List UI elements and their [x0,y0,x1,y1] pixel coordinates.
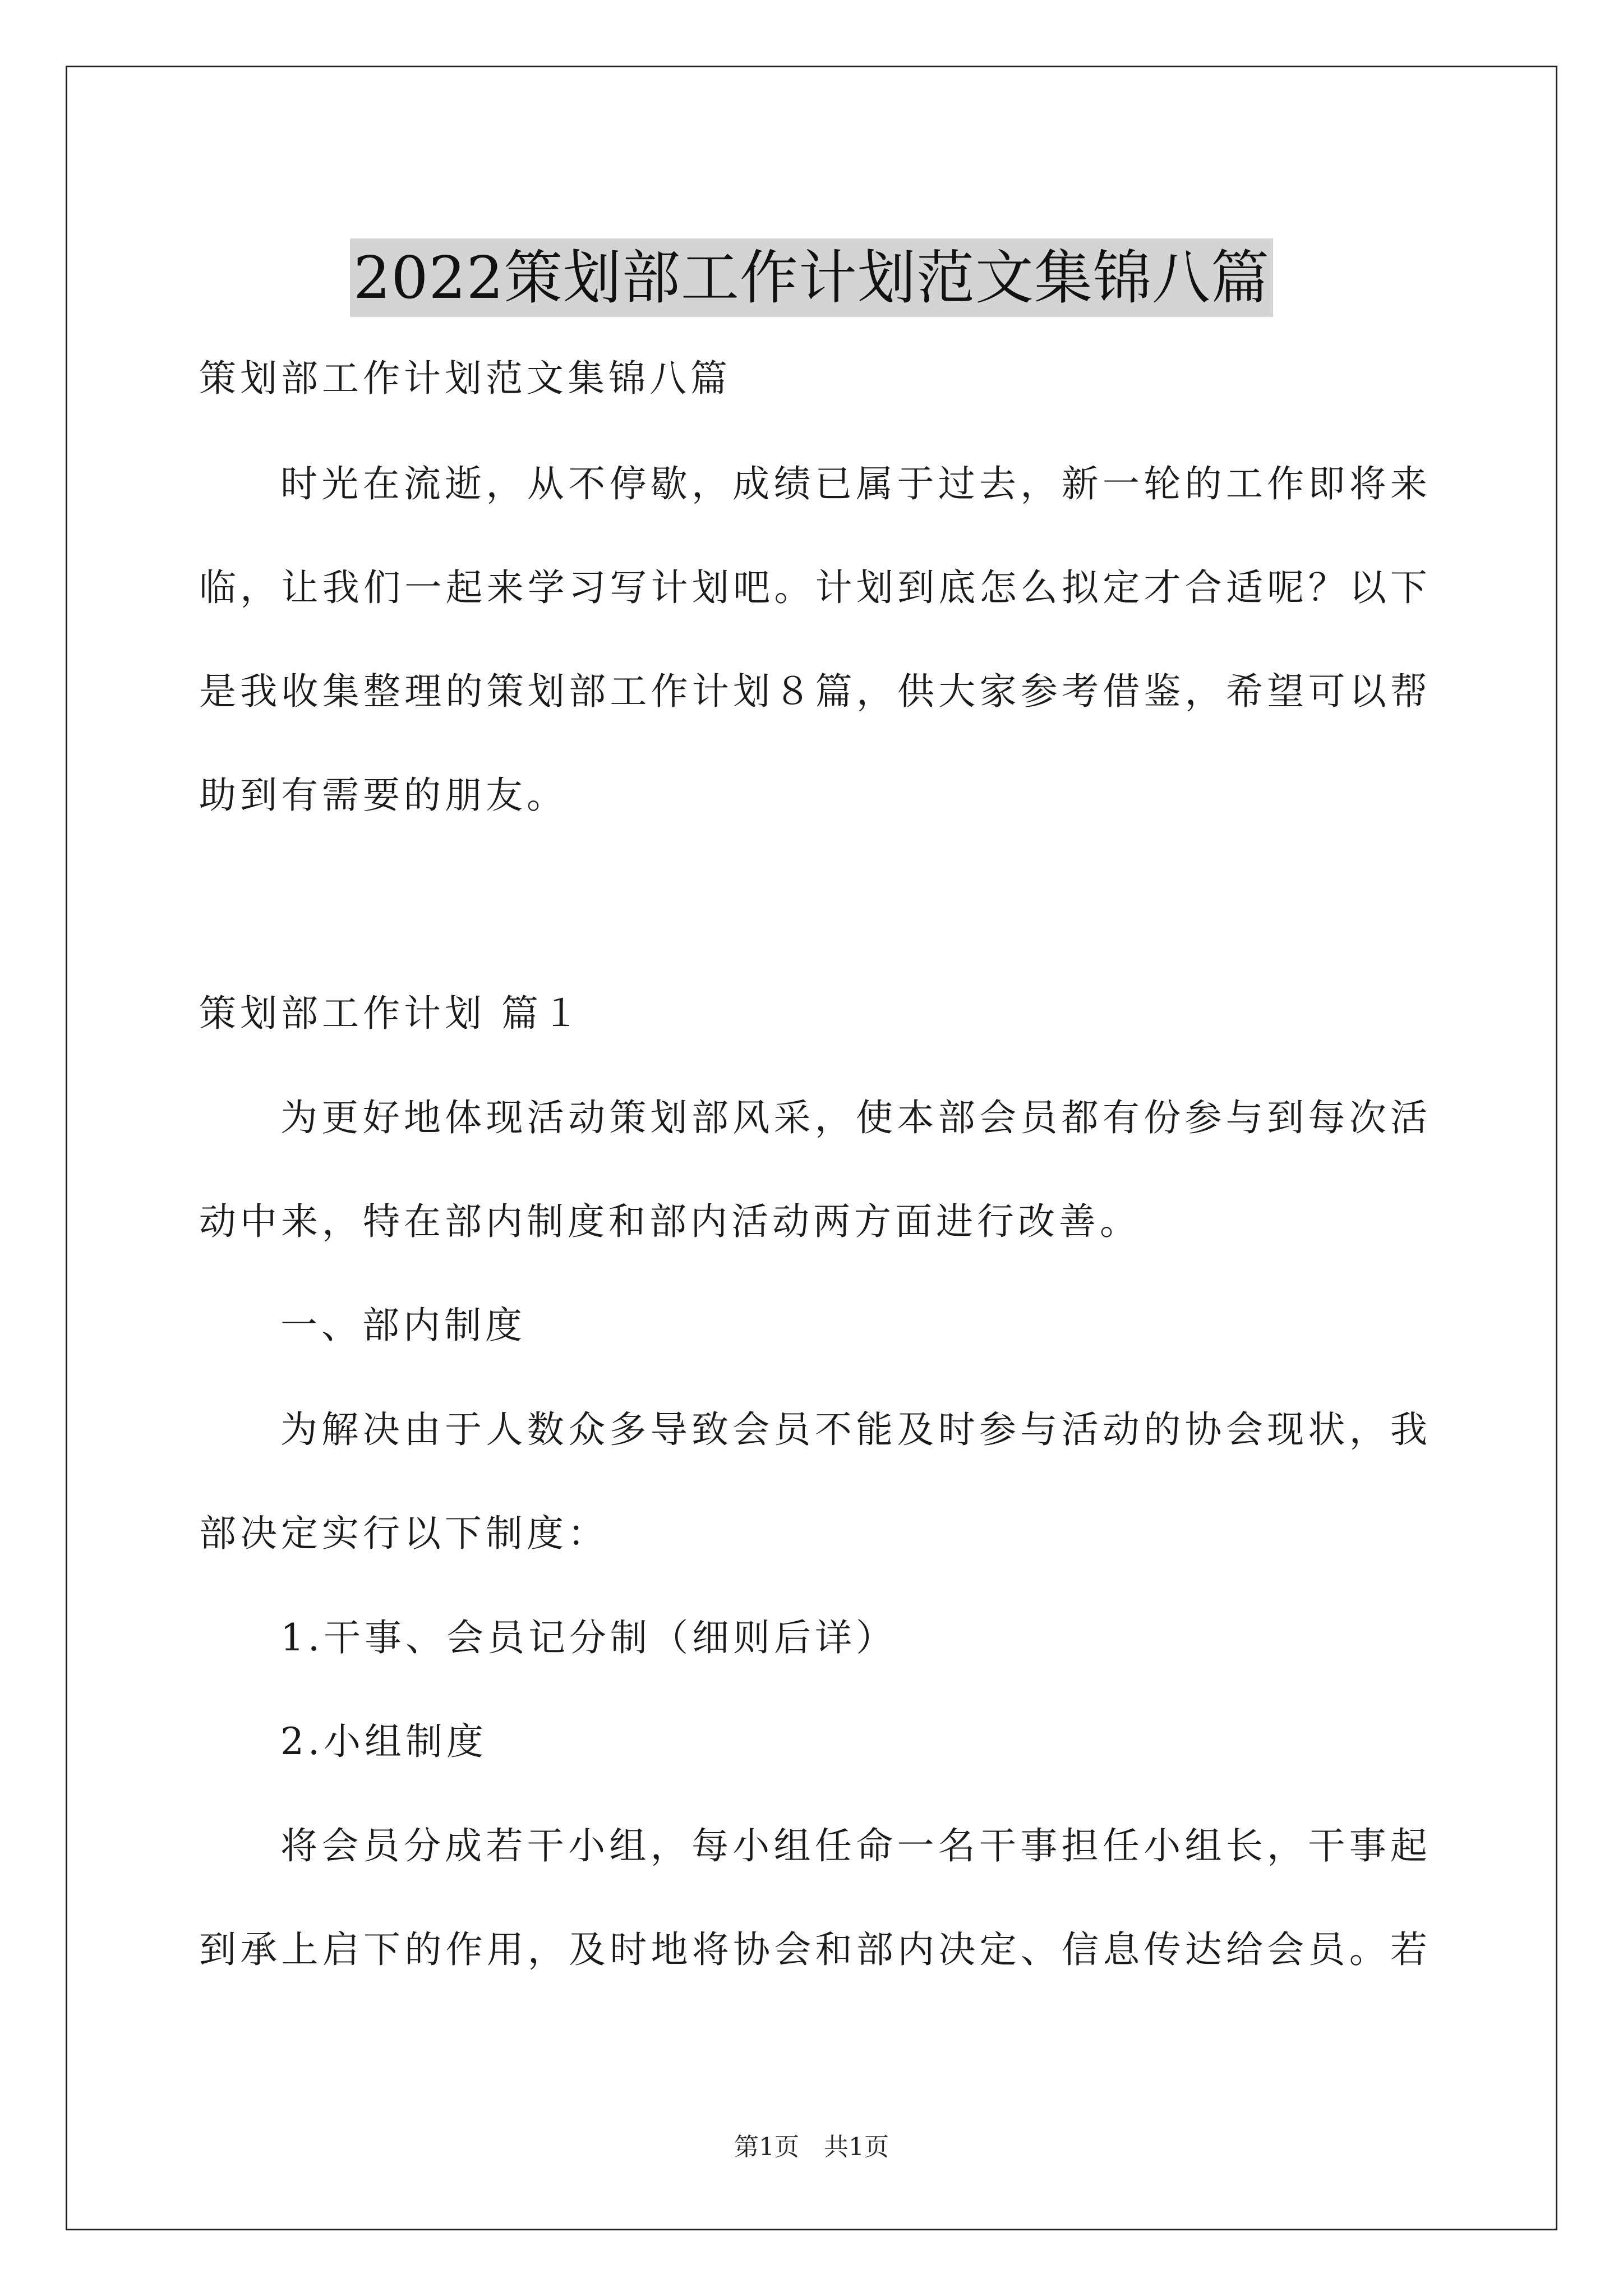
intro-line: 是我收集整理的策划部工作计划８篇，供大家参考借鉴，希望可以帮 [199,670,1427,713]
title-container [0,199,1623,356]
intro-line: 时光在流逝，从不停歇，成绩已属于过去，新一轮的工作即将来 [280,462,1427,505]
intro-line: 临，让我们一起来学习写计划吧。计划到底怎么拟定才合适呢？以下 [199,566,1427,609]
paragraph-line: 为更好地体现活动策划部风采，使本部会员都有份参与到每次活 [280,1096,1427,1139]
page-number: 第1页 共1页 [734,2133,889,2161]
document-title: 2022策划部工作计划范文集锦八篇 [350,238,1273,317]
subtitle: 策划部工作计划范文集锦八篇 [199,357,731,400]
paragraph-line: 将会员分成若干小组，每小组任命一名干事担任小组长，干事起 [280,1824,1427,1867]
section-heading: 策划部工作计划 篇１ [199,992,583,1035]
paragraph-line: 到承上启下的作用，及时地将协会和部内决定、信息传达给会员。若 [199,1928,1427,1971]
list-item: 2.小组制度 [280,1720,487,1763]
subheading: 一、部内制度 [280,1304,526,1347]
paragraph-line: 为解决由于人数众多导致会员不能及时参与活动的协会现状，我 [280,1408,1427,1451]
paragraph-line: 动中来，特在部内制度和部内活动两方面进行改善。 [199,1200,1141,1243]
list-item: 1.干事、会员记分制（细则后详） [280,1616,897,1659]
paragraph-line: 部决定实行以下制度： [199,1512,608,1555]
intro-line: 助到有需要的朋友。 [199,774,568,817]
